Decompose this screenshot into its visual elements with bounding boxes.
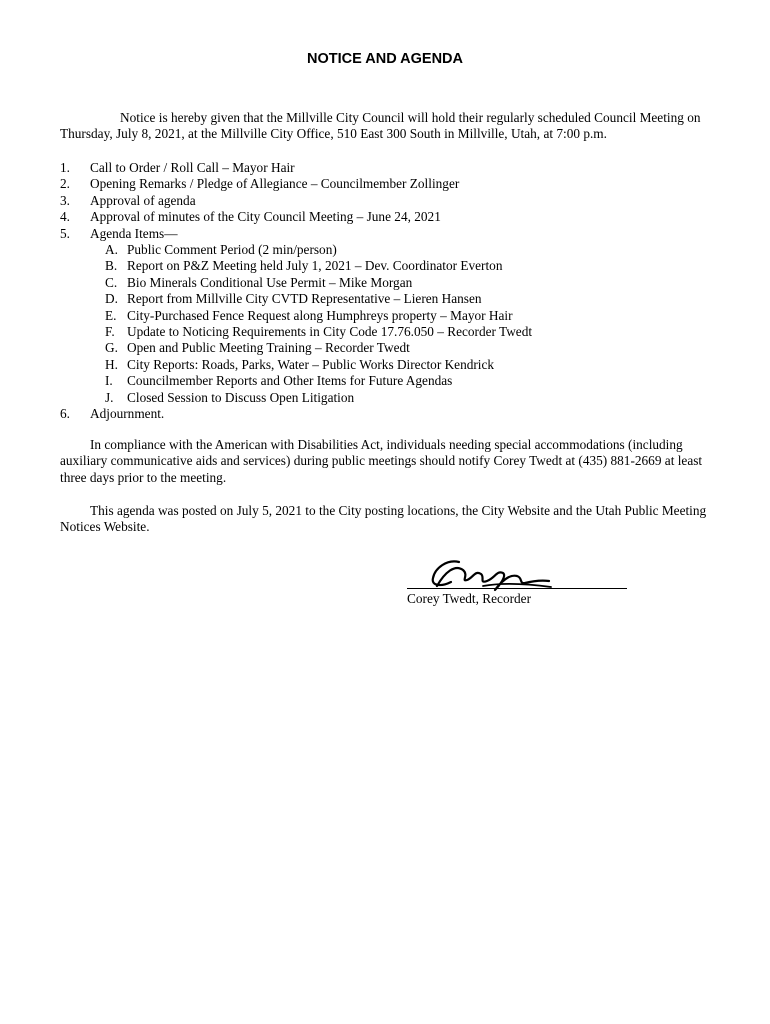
agenda-subitem-letter: J. [105, 389, 114, 405]
agenda-list [60, 160, 712, 423]
agenda-item [60, 160, 712, 176]
agenda-subitem [90, 308, 712, 324]
agenda-item-text: Approval of agenda [90, 192, 196, 208]
agenda-subitem-letter: I. [105, 373, 113, 389]
handwritten-signature [425, 556, 555, 592]
agenda-subitem [90, 357, 712, 373]
agenda-subitem-text: Report on P&Z Meeting held July 1, 2021 – Dev. Coordinator Everton [127, 258, 503, 274]
agenda-item-number: 6. [60, 406, 70, 422]
agenda-subitem-list [90, 242, 712, 406]
signatory-name: Corey Twedt, Recorder [407, 591, 531, 606]
agenda-item-number: 5. [60, 225, 70, 241]
agenda-subitem-text: Bio Minerals Conditional Use Permit – Mike Morgan [127, 274, 413, 290]
agenda-subitem-text: Update to Noticing Requirements in City Code 17.76.050 – Recorder Twedt [127, 324, 533, 340]
agenda-item-text: Opening Remarks / Pledge of Allegiance – Councilmember Zollinger [90, 176, 460, 192]
agenda-item-number: 3. [60, 192, 70, 208]
agenda-subitem-text: Closed Session to Discuss Open Litigation [127, 389, 355, 405]
agenda-subitem-letter: C. [105, 274, 118, 290]
agenda-item [60, 176, 712, 192]
ada-notice-paragraph: In compliance with the American with Disabilities Act, individuals needing special accommodations (including auxiliary communicative aids and services) during public meetings should notify Corey Twedt at (435) 881-2669 at least three days prior to the meeting. [60, 437, 703, 485]
agenda-subitem [90, 324, 712, 340]
agenda-subitem [90, 291, 712, 307]
agenda-subitem [90, 373, 712, 389]
agenda-subitem-text: City Reports: Roads, Parks, Water – Public Works Director Kendrick [127, 356, 495, 372]
agenda-item [60, 406, 712, 422]
agenda-subitem [90, 340, 712, 356]
agenda-subitem [90, 258, 712, 274]
agenda-subitem [90, 242, 712, 258]
agenda-subitem [90, 390, 712, 406]
posting-notice-paragraph: This agenda was posted on July 5, 2021 to the City posting locations, the City Website and the Utah Public Meeting Notices Website. [60, 503, 707, 535]
agenda-item-text: Call to Order / Roll Call – Mayor Hair [90, 160, 295, 175]
agenda-subitem-letter: D. [105, 291, 118, 307]
agenda-item-number: 1. [60, 160, 70, 175]
agenda-subitem-letter: E. [105, 307, 117, 323]
agenda-item-number: 4. [60, 209, 70, 225]
signature-block [405, 548, 630, 618]
agenda-item [60, 209, 712, 225]
agenda-subitem [90, 275, 712, 291]
agenda-subitem-text: Public Comment Period (2 min/person) [127, 242, 337, 258]
agenda-subitem-letter: G. [105, 340, 118, 356]
signature-line [407, 588, 627, 589]
agenda-subitem-letter: A. [105, 242, 118, 258]
intro-paragraph: Notice is hereby given that the Millville City Council will hold their regularly scheduled Council Meeting on Thursday, July 8, 2021, at the Millville City Office, 510 East 300 South in Millville, Utah, at 7:00 p.m. [60, 110, 701, 142]
agenda-subitem-text: City-Purchased Fence Request along Humphreys property – Mayor Hair [127, 307, 513, 323]
agenda-subitem-letter: F. [105, 324, 115, 340]
agenda-subitem-text: Open and Public Meeting Training – Recorder Twedt [127, 340, 410, 356]
agenda-item [60, 226, 712, 406]
agenda-item-text: Agenda Items— [90, 225, 178, 241]
agenda-item [60, 193, 712, 209]
agenda-subitem-text: Report from Millville City CVTD Representative – Lieren Hansen [127, 291, 482, 307]
agenda-item-text: Adjournment. [90, 406, 165, 422]
agenda-subitem-letter: H. [105, 356, 118, 372]
document-title: NOTICE AND AGENDA [306, 51, 463, 67]
agenda-subitem-text: Councilmember Reports and Other Items for Future Agendas [127, 373, 453, 389]
agenda-item-text: Approval of minutes of the City Council Meeting – June 24, 2021 [90, 209, 441, 225]
agenda-subitem-letter: B. [105, 258, 118, 274]
agenda-item-number: 2. [60, 176, 70, 192]
